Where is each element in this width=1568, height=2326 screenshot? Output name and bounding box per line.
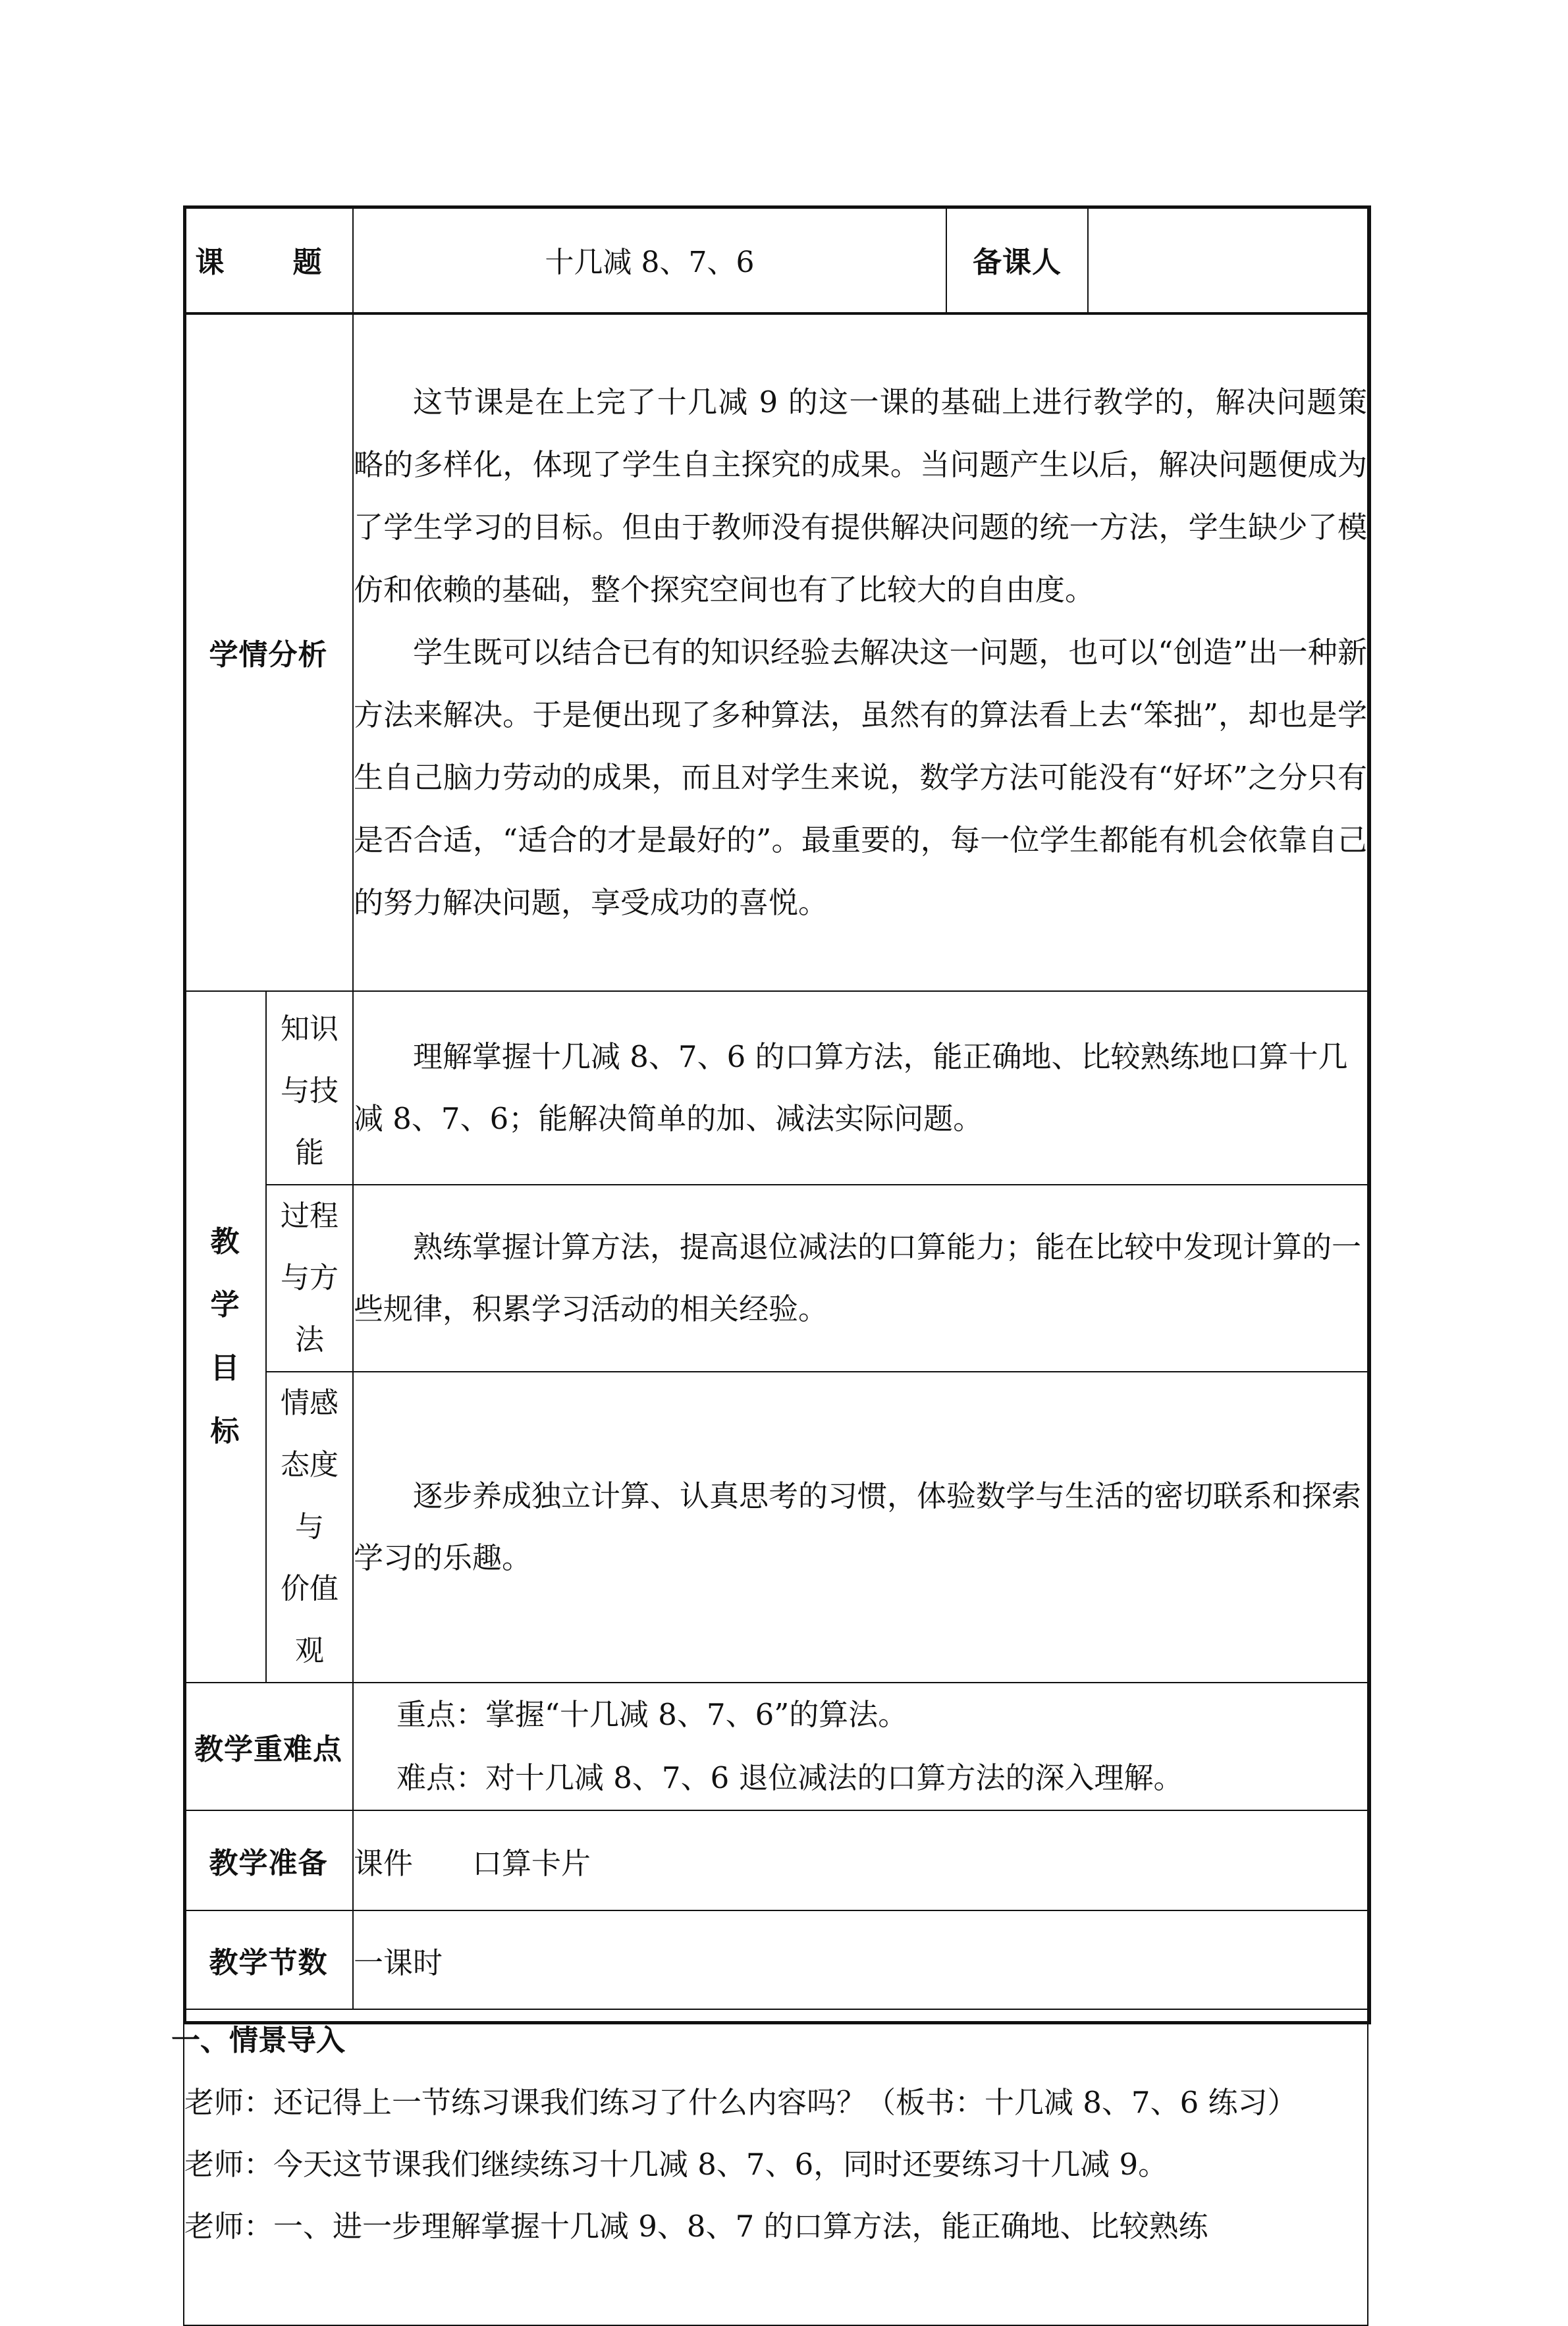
goal-label-attitude-line-1: 情感态度与	[281, 1386, 338, 1544]
periods-value: 一课时	[353, 1910, 1368, 2009]
process-line-3: 老师：一、进一步理解掌握十几减 9、8、7 的口算方法，能正确地、比较熟练	[184, 2209, 1208, 2244]
preparation-value: 课件 口算卡片	[353, 1810, 1368, 1910]
key-points-label: 教学重难点	[184, 1683, 353, 1810]
goal-row-process	[184, 1185, 1368, 1372]
analysis-row	[184, 313, 1368, 991]
process-content	[171, 2009, 1368, 2325]
goal-row-knowledge	[184, 991, 1368, 1185]
goals-label-char-1: 教	[210, 1225, 240, 1258]
goal-text-knowledge: 理解掌握十几减 8、7、6 的口算方法，能正确地、比较熟练地口算十几减 8、7、6；能解决简单的加、减法实际问题。	[353, 991, 1368, 1185]
topic-value: 十几减 8、7、6	[353, 206, 946, 313]
goal-text-attitude: 逐步养成独立计算、认真思考的习惯，体验数学与生活的密切联系和探索学习的乐趣。	[353, 1372, 1368, 1683]
analysis-paragraph-2: 学生既可以结合已有的知识经验去解决这一问题，也可以“创造”出一种新方法来解决。于是便出现了多种算法，虽然有的算法看上去“笨拙”，却也是学生自己脑力劳动的成果，而且对学生来说，数学方法可能没有“好坏”之分只有是否合适，“适合的才是最好的”。最重要的，每一位学生都能有机会依靠自己的努力解决问题，享受成功的喜悦。	[354, 634, 1367, 920]
header-divider	[183, 312, 1367, 315]
analysis-label: 学情分析	[184, 313, 353, 991]
topic-label: 课 题	[184, 206, 353, 313]
key-points-row	[184, 1683, 1368, 1810]
goals-label-char-3: 目	[210, 1351, 240, 1385]
goal-label-attitude-line-2: 价值观	[281, 1572, 338, 1667]
process-heading: 一、情景导入	[171, 2024, 345, 2057]
periods-row	[184, 1910, 1368, 2009]
key-points-focus: 重点：掌握“十几减 8、7、6”的算法。	[396, 1697, 908, 1732]
process-row	[184, 2009, 1368, 2325]
lesson-plan-table	[171, 205, 1368, 2326]
goal-label-process: 过程与方法	[266, 1185, 353, 1372]
process-line-2: 老师：今天这节课我们继续练习十几减 8、7、6，同时还要练习十几减 9。	[184, 2147, 1168, 2182]
analysis-content	[353, 313, 1368, 991]
periods-label: 教学节数	[184, 1910, 353, 2009]
header-row	[184, 206, 1368, 313]
goal-row-attitude	[184, 1372, 1368, 1683]
goal-label-knowledge: 知识与技能	[266, 991, 353, 1185]
goals-label-char-2: 学	[210, 1288, 240, 1322]
analysis-paragraph-1: 这节课是在上完了十几减 9 的这一课的基础上进行教学的，解决问题策略的多样化，体现了学生自主探究的成果。当问题产生以后，解决问题便成为了学生学习的目标。但由于教师没有提供解决问题的统一方法，学生缺少了模仿和依赖的基础，整个探究空间也有了比较大的自由度。	[354, 384, 1367, 607]
goals-label-char-4: 标	[210, 1415, 240, 1448]
goals-label	[184, 991, 266, 1683]
preparer-label: 备课人	[946, 206, 1088, 313]
key-points-difficulty: 难点：对十几减 8、7、6 退位减法的口算方法的深入理解。	[396, 1760, 1183, 1795]
goal-label-attitude	[266, 1372, 353, 1683]
preparation-label: 教学准备	[184, 1810, 353, 1910]
preparation-row	[184, 1810, 1368, 1910]
key-points-content	[353, 1683, 1368, 1810]
preparer-value	[1088, 206, 1368, 313]
goal-text-process: 熟练掌握计算方法，提高退位减法的口算能力；能在比较中发现计算的一些规律，积累学习活动的相关经验。	[353, 1185, 1368, 1372]
process-line-1: 老师：还记得上一节练习课我们练习了什么内容吗？（板书：十几减 8、7、6 练习）	[184, 2085, 1297, 2120]
